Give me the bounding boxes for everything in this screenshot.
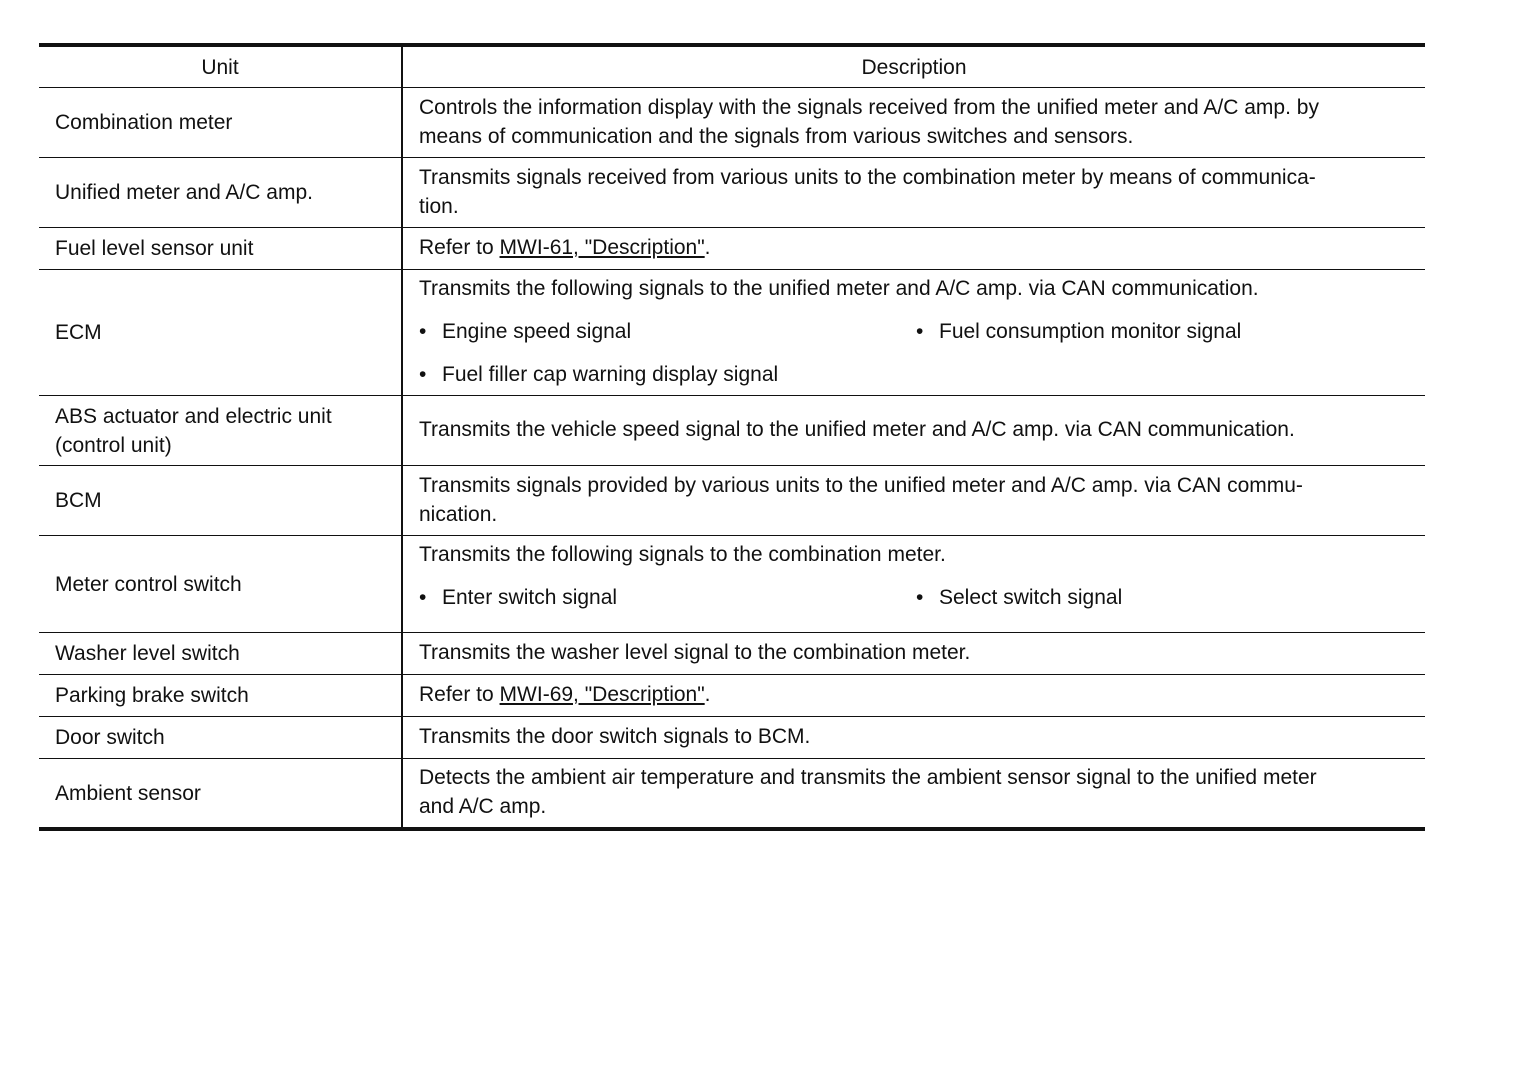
table-row bbox=[39, 228, 1425, 270]
table-row bbox=[39, 466, 1425, 536]
unit-line: ABS actuator and electric unit bbox=[55, 404, 332, 428]
description-line: means of communication and the signals from various switches and sensors. bbox=[419, 124, 1134, 148]
description-cell bbox=[402, 158, 1425, 228]
bullet-list bbox=[419, 317, 1413, 389]
description-cell bbox=[402, 88, 1425, 158]
table-row bbox=[39, 536, 1425, 633]
description-line: nication. bbox=[419, 502, 498, 526]
description-cell bbox=[402, 466, 1425, 536]
description-cell bbox=[402, 536, 1425, 633]
bullet-item: • Fuel filler cap warning display signal bbox=[419, 360, 916, 389]
unit-cell: Door switch bbox=[39, 717, 402, 759]
description-cell: Transmits the vehicle speed signal to the unified meter and A/C amp. via CAN communication. bbox=[402, 396, 1425, 466]
description-cell: Transmits the door switch signals to BCM. bbox=[402, 717, 1425, 759]
description-cell: Transmits the washer level signal to the combination meter. bbox=[402, 633, 1425, 675]
reference-link[interactable]: MWI-69, "Description" bbox=[499, 683, 705, 706]
table-row bbox=[39, 759, 1425, 830]
reference-link[interactable]: MWI-61, "Description" bbox=[499, 236, 705, 259]
bullet-item: • Engine speed signal bbox=[419, 317, 916, 346]
table-row bbox=[39, 717, 1425, 759]
unit-cell: Parking brake switch bbox=[39, 675, 402, 717]
description-line: Controls the information display with the signals received from the unified meter and A/C amp. by bbox=[419, 95, 1319, 119]
description-cell bbox=[402, 228, 1425, 270]
description-line: Transmits signals provided by various units to the unified meter and A/C amp. via CAN commu- bbox=[419, 473, 1303, 497]
table-row bbox=[39, 633, 1425, 675]
table-row bbox=[39, 675, 1425, 717]
description-cell bbox=[402, 675, 1425, 717]
unit-cell: Meter control switch bbox=[39, 536, 402, 633]
table-header-row bbox=[39, 45, 1425, 88]
unit-line: (control unit) bbox=[55, 433, 172, 457]
bullet-item: • Select switch signal bbox=[916, 583, 1413, 626]
description-cell bbox=[402, 270, 1425, 396]
description-cell bbox=[402, 759, 1425, 830]
unit-cell: Washer level switch bbox=[39, 633, 402, 675]
table-row bbox=[39, 270, 1425, 396]
unit-cell: Unified meter and A/C amp. bbox=[39, 158, 402, 228]
ref-prefix: Refer to bbox=[419, 236, 500, 259]
unit-cell: Fuel level sensor unit bbox=[39, 228, 402, 270]
bullet-item: • Enter switch signal bbox=[419, 583, 916, 612]
table-row bbox=[39, 396, 1425, 466]
unit-cell: ECM bbox=[39, 270, 402, 396]
table-row bbox=[39, 88, 1425, 158]
bullet-item: • Fuel consumption monitor signal bbox=[916, 317, 1413, 346]
ref-suffix: . bbox=[704, 236, 711, 259]
header-description: Description bbox=[402, 45, 1425, 88]
description-intro: Transmits the following signals to the unified meter and A/C amp. via CAN communication. bbox=[419, 277, 1259, 300]
description-line: tion. bbox=[419, 194, 459, 218]
header-unit: Unit bbox=[39, 45, 402, 88]
unit-cell: Combination meter bbox=[39, 88, 402, 158]
ref-suffix: . bbox=[704, 683, 711, 706]
description-intro: Transmits the following signals to the combination meter. bbox=[419, 543, 946, 566]
ref-prefix: Refer to bbox=[419, 683, 500, 706]
description-line: Detects the ambient air temperature and transmits the ambient sensor signal to the unified meter bbox=[419, 766, 1317, 789]
description-line: and A/C amp. bbox=[419, 795, 547, 818]
unit-description-table bbox=[39, 43, 1425, 831]
bullet-list bbox=[419, 583, 1413, 626]
description-line: Transmits signals received from various units to the combination meter by means of communica- bbox=[419, 165, 1316, 189]
table-row bbox=[39, 158, 1425, 228]
unit-cell: BCM bbox=[39, 466, 402, 536]
unit-cell: Ambient sensor bbox=[39, 759, 402, 830]
unit-cell bbox=[39, 396, 402, 466]
